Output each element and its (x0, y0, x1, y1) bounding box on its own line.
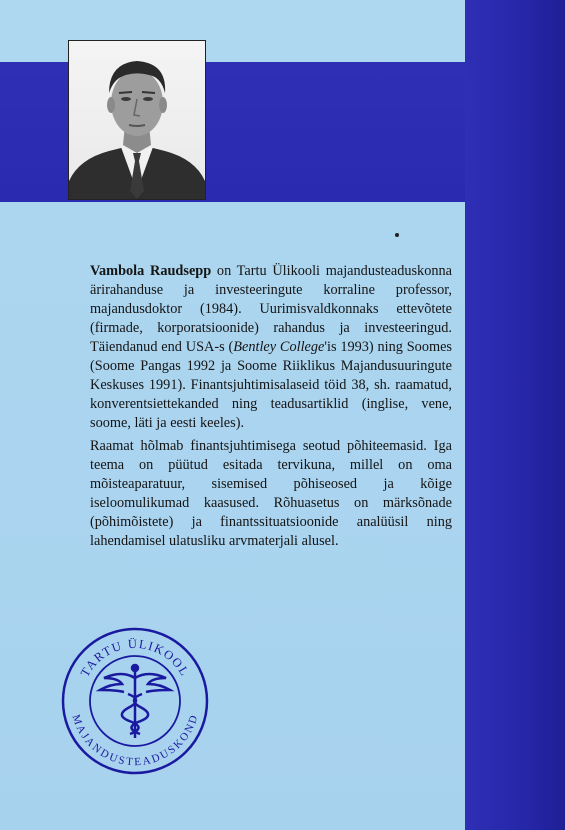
author-photo (68, 40, 206, 200)
bio-college: Bentley College (233, 339, 325, 355)
caduceus-icon (100, 665, 170, 738)
right-blue-band (465, 0, 565, 830)
stray-dot (395, 233, 399, 237)
author-bio (90, 262, 452, 433)
logo-bottom-text: MAJANDUSTEADUSKOND (69, 713, 201, 769)
bio-text-2: 'is 1993) ning Soomes (Soome Pangas 1992 ja Soome Riiklikus Majandusuuringute Keskuses 1991). Finantsjuhtimisalaseid töid 38, sh. raamatud, konverentsiettekanded ning teadusartiklid (inglise, vene, soome, läti ja eesti keeles). (90, 339, 453, 431)
book-description: Raamat hõlmab finantsjuhtimisega seotud põhiteemasid. Iga teema on püütud esitada tervikuna, millel on oma mõisteaparatuur, sisemised põhiseosed ja kõige iseloomulikumad kaasused. Rõhuasetus on märksõnade (põhimõistete) ja finantssituatsioonide analüüsil ning lahendamisel ulatusliku arvmaterjali alusel. (90, 438, 452, 549)
university-logo (60, 626, 210, 776)
logo-top-text: TARTU ÜLIKOOL (77, 636, 193, 680)
bio-text-1: on Tartu Ülikooli majandusteaduskonna ärirahanduse ja investeeringute korraline professor, majandusdoktor (1984). Uurimisvaldkonnaks ettevõtete (firmade, korporatsioonide) rahandus ja investeeringud. Täiendanud end USA-s ( (90, 263, 452, 355)
author-name: Vambola Raudsepp (90, 263, 212, 279)
